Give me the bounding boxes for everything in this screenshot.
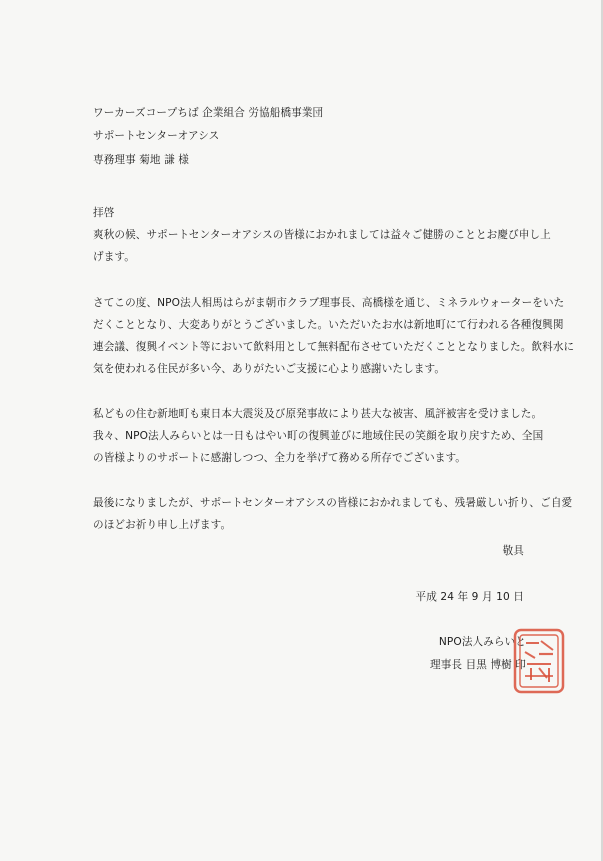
paragraph-2-line-2: だくこととなり、大変ありがとうございました。いただいたお水は新地町にて行われる各種復興関 <box>93 319 564 331</box>
paragraph-1-line-1: 爽秋の候、サポートセンターオアシスの皆様におかれましては益々ご健勝のこととお慶び申し上 <box>93 229 551 241</box>
paragraph-3-line-3: の皆様よりのサポートに感謝しつつ、全力を挙げて務める所存でございます。 <box>93 452 467 464</box>
seal-stamp <box>513 628 565 694</box>
paragraph-1-line-2: げます。 <box>93 251 135 263</box>
paragraph-4-line-2: のほどお祈り申し上げます。 <box>93 519 232 531</box>
date: 平成 24 年 9 月 10 日 <box>415 591 524 603</box>
seal-stamp-graphic <box>513 628 565 694</box>
addressee-center: サポートセンターオアシス <box>93 130 220 142</box>
salutation: 拝啓 <box>93 207 115 219</box>
sender-organization: NPO法人みらいと <box>438 636 526 648</box>
paragraph-2-line-1: さてこの度、NPO法人相馬はらがま朝市クラブ理事長、高橋様を通じ、ミネラルウォーターをいた <box>93 297 565 309</box>
paragraph-2-line-4: 気を使われる住民が多い今、ありがたいご支援に心より感謝いたします。 <box>93 363 446 375</box>
closing: 敬具 <box>502 545 524 557</box>
paragraph-2-line-3: 連会議、復興イベント等において飲料用として無料配布させていただくこととなりました。飲料水に <box>93 341 575 353</box>
sender-signatory: 理事長 目黒 博樹 印 <box>430 659 526 671</box>
paragraph-4-line-1: 最後になりましたが、サポートセンターオアシスの皆様におかれましても、残暑厳しい折り、ご自愛 <box>93 497 573 509</box>
addressee-organization: ワーカーズコープちば 企業組合 労協船橋事業団 <box>93 107 324 119</box>
paragraph-3-line-2: 我々、NPO法人みらいとは一日もはやい町の復興並びに地域住民の笑顔を取り戻すため、全国 <box>93 430 544 442</box>
addressee-person: 専務理事 菊地 謙 様 <box>93 154 189 166</box>
paragraph-3-line-1: 私どもの住む新地町も東日本大震災及び原発事故により甚大な被害、風評被害を受けました。 <box>93 408 543 420</box>
